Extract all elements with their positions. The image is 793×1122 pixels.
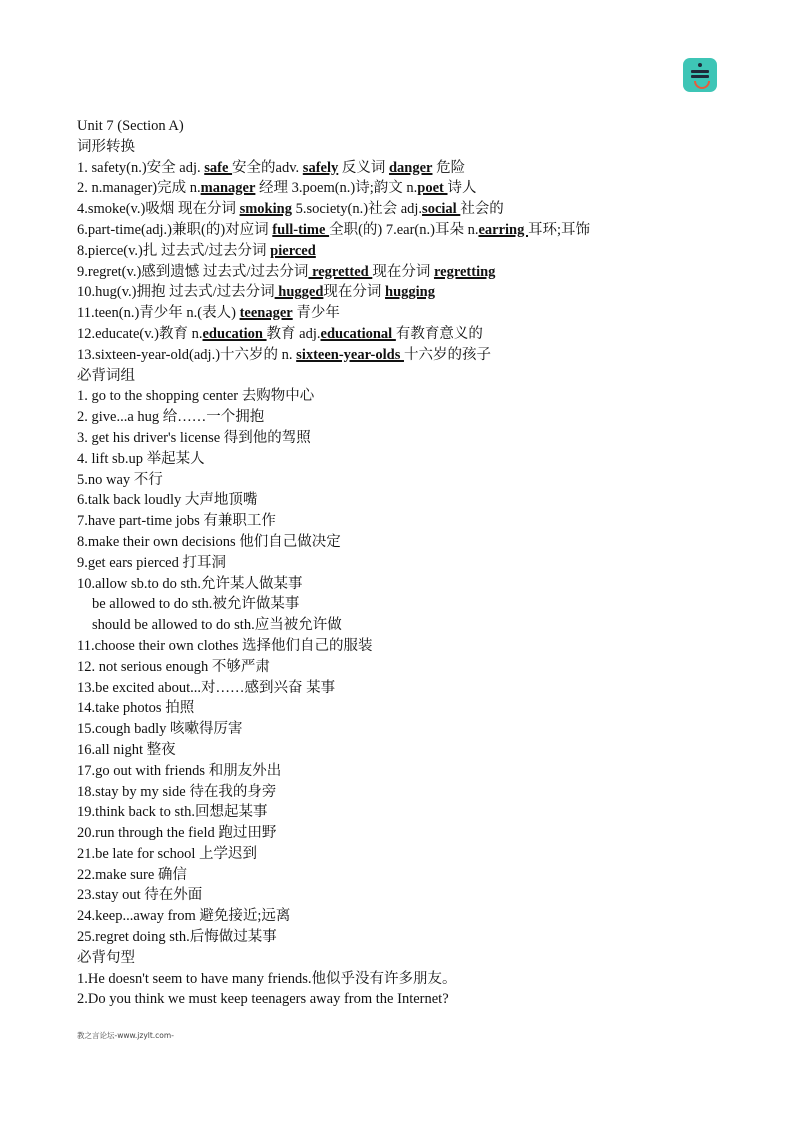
word-forms-heading: 词形转换 (77, 138, 135, 155)
footer-text: 教之言论坛-www.jzylt.com- (77, 1031, 174, 1040)
phrase-item: 3. get his driver's license 得到他的驾照 (77, 429, 311, 446)
answer-word: danger (388, 159, 433, 176)
phrase-item: 5.no way 不行 (77, 471, 163, 488)
phrase-item: 17.go out with friends 和朋友外出 (77, 762, 282, 779)
prompt-text: 全职(的) 7.ear(n.)耳朵 n. (329, 221, 479, 238)
answer-word: earring (478, 221, 528, 238)
prompt-text: 青少年 (292, 305, 340, 322)
answer-word: hugging (385, 284, 435, 301)
answer-word: education (202, 325, 267, 342)
phrase-item: 1. go to the shopping center 去购物中心 (77, 388, 315, 405)
word-form-line (77, 345, 777, 366)
word-form-line (77, 282, 777, 303)
answer-word: manager (200, 180, 256, 197)
prompt-text: 社会的 (460, 201, 504, 218)
answer-word: hugged (274, 284, 324, 301)
phrase-item: 7.have part-time jobs 有兼职工作 (77, 513, 276, 530)
prompt-text: 反义词 (338, 159, 389, 176)
prompt-text: 诗人 (447, 180, 477, 197)
answer-word: poet (417, 180, 448, 197)
word-form-line (77, 158, 777, 179)
phrase-item: 16.all night 整夜 (77, 741, 176, 758)
unit-title: Unit 7 (Section A) (77, 118, 184, 134)
answer-word: teenager (239, 305, 293, 322)
prompt-text: 8.pierce(v.)扎 过去式/过去分词 (77, 242, 271, 259)
phrase-item: 19.think back to sth.回想起某事 (77, 804, 268, 821)
answer-word: sixteen-year-olds (296, 346, 404, 363)
answer-word: regretted (308, 263, 373, 280)
prompt-text: 耳环;耳饰 (528, 221, 591, 238)
phrase-item: 23.stay out 待在外面 (77, 887, 203, 904)
phrases-list (77, 386, 777, 948)
word-form-line (77, 199, 777, 220)
phrase-item: should be allowed to do sth.应当被允许做 (92, 617, 342, 634)
prompt-text: 9.regret(v.)感到遗憾 过去式/过去分词 (77, 263, 309, 280)
logo-bar (691, 70, 709, 73)
phrase-item: 12. not serious enough 不够严肃 (77, 658, 270, 675)
prompt-text: 11.teen(n.)青少年 n.(表人) (77, 305, 240, 322)
phrase-item: 15.cough badly 咳嗽得厉害 (77, 721, 243, 738)
prompt-text: 教育 adj. (266, 325, 321, 342)
phrase-item: 9.get ears pierced 打耳洞 (77, 554, 226, 571)
phrase-item: 21.be late for school 上学迟到 (77, 845, 258, 862)
word-form-line (77, 241, 777, 262)
answer-word: educational (320, 325, 396, 342)
word-forms-list (77, 158, 777, 366)
answer-word: social (422, 201, 461, 218)
phrase-item: 24.keep...away from 避免接近;远离 (77, 908, 291, 925)
document-body (77, 116, 777, 1010)
logo-dot (698, 63, 702, 67)
answer-word: full-time (272, 221, 330, 238)
phrase-item: 13.be excited about...对……感到兴奋 某事 (77, 679, 336, 696)
answer-word: smoking (239, 201, 292, 218)
phrases-heading: 必背词组 (77, 367, 135, 384)
phrase-item: 2. give...a hug 给……一个拥抱 (77, 409, 265, 426)
logo-bar (691, 75, 709, 78)
book-smile-logo-icon (683, 58, 717, 92)
prompt-text: 4.smoke(v.)吸烟 现在分词 (77, 201, 240, 218)
sentence-item: 2.Do you think we must keep teenagers away from the Internet? (77, 991, 449, 1008)
answer-word: safe (204, 159, 233, 176)
phrase-item: be allowed to do sth.被允许做某事 (92, 596, 300, 613)
prompt-text: 现在分词 (323, 284, 386, 301)
phrase-item: 10.allow sb.to do sth.允许某人做某事 (77, 575, 303, 592)
phrase-item: 6.talk back loudly 大声地顶嘴 (77, 492, 258, 509)
phrase-item: 14.take photos 拍照 (77, 700, 195, 717)
prompt-text: 13.sixteen-year-old(adj.)十六岁的 n. (77, 346, 297, 363)
word-form-line (77, 324, 777, 345)
word-form-line (77, 178, 777, 199)
prompt-text: 有教育意义的 (395, 325, 483, 342)
prompt-text: 10.hug(v.)拥抱 过去式/过去分词 (77, 284, 275, 301)
sentence-item: 1.He doesn't seem to have many friends.他似乎没有许多朋友。 (77, 970, 457, 987)
prompt-text: 5.society(n.)社会 adj. (291, 201, 423, 218)
answer-word: safely (302, 159, 339, 176)
word-form-line (77, 262, 777, 283)
prompt-text: 现在分词 (372, 263, 434, 280)
sentences-list (77, 969, 777, 1011)
prompt-text: 十六岁的孩子 (403, 346, 491, 363)
answer-word: regretting (433, 263, 496, 280)
word-form-line (77, 220, 777, 241)
prompt-text: 12.educate(v.)教育 n. (77, 325, 203, 342)
prompt-text: 1. safety(n.)安全 adj. (77, 159, 205, 176)
answer-word: pierced (270, 242, 316, 259)
phrase-item: 8.make their own decisions 他们自己做决定 (77, 533, 341, 550)
phrase-item: 11.choose their own clothes 选择他们自己的服装 (77, 637, 373, 654)
prompt-text: 危险 (432, 159, 466, 176)
phrase-item: 18.stay by my side 待在我的身旁 (77, 783, 277, 800)
phrase-item: 22.make sure 确信 (77, 866, 187, 883)
logo-smile (694, 81, 710, 89)
prompt-text: 6.part-time(adj.)兼职(的)对应词 (77, 221, 273, 238)
prompt-text: 2. n.manager)完成 n. (77, 180, 201, 197)
prompt-text: 经理 3.poem(n.)诗;韵文 n. (255, 180, 418, 197)
word-form-line (77, 303, 777, 324)
phrase-item: 4. lift sb.up 举起某人 (77, 450, 205, 467)
prompt-text: 安全的adv. (232, 159, 303, 176)
sentences-heading: 必背句型 (77, 949, 135, 966)
phrase-item: 25.regret doing sth.后悔做过某事 (77, 929, 277, 946)
phrase-item: 20.run through the field 跑过田野 (77, 825, 277, 842)
